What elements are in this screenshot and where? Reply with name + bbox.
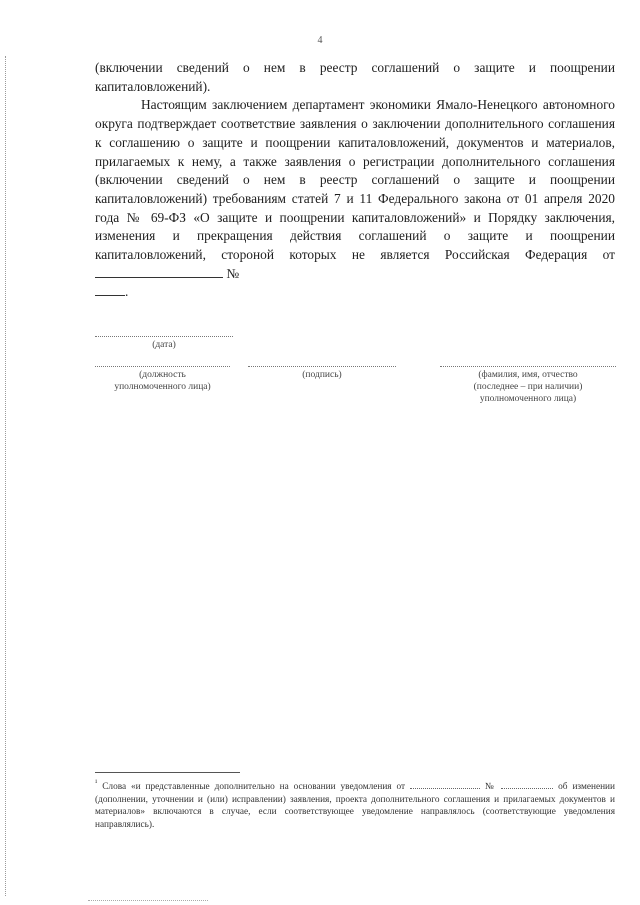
- position-caption: [90, 369, 235, 393]
- position-caption-line-1: (должность: [139, 370, 186, 380]
- footnote-number-sign: №: [484, 782, 497, 793]
- conclusion-body: [95, 59, 615, 302]
- footnote: [95, 777, 615, 831]
- footnote-text-part2: об изменении (дополнении, уточнении и (или) исправлении) заявления, проекта дополнительного соглашения и прилагаемых документов и материалов» включаются в случае, если соответствующее уведомление направлялось (соответствующие уведомления направлялись).: [95, 782, 615, 830]
- footnote-text-part1: Слова «и представленные дополнительно на основании уведомления от: [97, 782, 406, 793]
- footnote-number-fill: [501, 780, 553, 789]
- signature-caption: (подпись): [302, 370, 342, 380]
- binding-margin-line: [5, 56, 6, 896]
- paragraph-conclusion: [95, 96, 615, 302]
- position-caption-line-2: уполномоченного лица): [114, 382, 211, 392]
- footnote-separator: [95, 772, 240, 773]
- name-line: [440, 366, 616, 367]
- page-number: 4: [317, 35, 323, 46]
- name-caption-line-3: уполномоченного лица): [479, 394, 577, 404]
- signature-line: [248, 366, 396, 367]
- bottom-dotted-line: [88, 900, 208, 901]
- date-line: [95, 336, 233, 337]
- name-caption: [440, 369, 616, 405]
- position-line: [95, 366, 230, 367]
- period: .: [125, 284, 129, 300]
- name-caption-line-2: (последнее – при наличии): [473, 382, 583, 392]
- footnote-marker: ¹: [95, 778, 98, 787]
- number-sign: №: [226, 265, 240, 281]
- paragraph-conclusion-text: Настоящим заключением департамент экономики Ямало-Ненецкого автономного округа подтверждает соответствие заявления о заключении дополнительного соглашения к соглашению о защите и поощрении капиталовложений, документов и материалов, прилагаемых к нему, а также заявления о регистрации дополнительного соглашения (включении сведений о нем в реестр соглашений о защите и поощрении капиталовложений) требованиям статей 7 и 11 Федерального закона от 01 апреля 2020 года № 69-ФЗ «О защите и поощрении капиталовложений» и Порядку заключения, изменения и прекращения действия соглашений о защите и поощрении капиталовложений, стороной которых не является Российская Федерация от: [95, 97, 615, 263]
- date-caption: (дата): [152, 340, 176, 350]
- footnote-date-fill: [410, 780, 480, 789]
- date-fill-line: [95, 266, 223, 278]
- number-fill-line: [95, 284, 125, 296]
- paragraph-continuation: (включении сведений о нем в реестр соглашений о защите и поощрении капиталовложений).: [95, 60, 615, 94]
- name-caption-line-1: (фамилия, имя, отчество: [478, 370, 578, 380]
